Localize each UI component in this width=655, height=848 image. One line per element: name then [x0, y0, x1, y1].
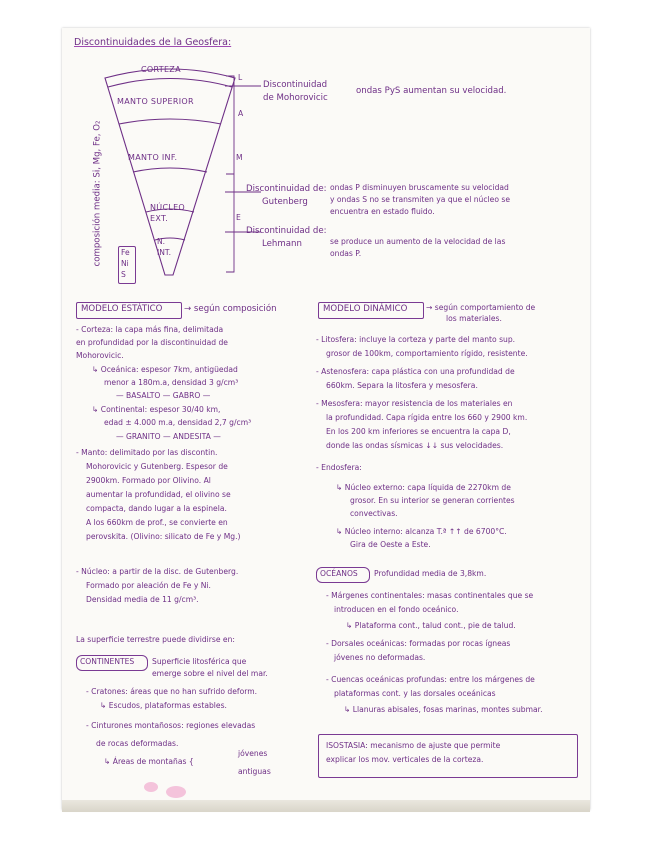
continentes-item: de rocas deformadas.: [96, 739, 179, 748]
oceanos-line: plataformas cont. y las dorsales oceánicas: [334, 689, 496, 698]
dinamico-line: ↳ Núcleo externo: capa líquida de 2270km de: [336, 483, 511, 492]
modelo-dinamico-label: MODELO DINÁMICO: [323, 304, 408, 314]
dinamico-line: grosor de 100km, comportamiento rígido, resistente.: [326, 349, 528, 358]
modelo-estatico-suffix: → según composición: [184, 304, 277, 314]
disc-gutenberg-name-2: Gutenberg: [262, 197, 308, 207]
core-s: S: [121, 270, 126, 279]
superficie-intro: La superficie terrestre puede dividirse en:: [76, 635, 235, 644]
oceanos-line: ↳ Plataforma cont., talud cont., pie de talud.: [346, 621, 516, 630]
continentes-item: ↳ Escudos, plataformas estables.: [100, 701, 227, 710]
layer-manto-superior: MANTO SUPERIOR: [117, 97, 194, 106]
composition-side-label: composición media: Si, Mg, Fe, O₂: [92, 120, 103, 267]
letter-a: A: [238, 109, 244, 118]
letter-e: E: [236, 213, 241, 222]
modelo-estatico-label: MODELO ESTÁTICO: [81, 304, 163, 314]
montanas-antiguas: antiguas: [238, 767, 271, 776]
dinamico-line: - Endosfera:: [316, 463, 362, 472]
estatico-line: menor a 180m.a, densidad 3 g/cm³: [104, 378, 239, 387]
dinamico-line: - Astenosfera: capa plástica con una profundidad de: [316, 367, 515, 376]
estatico-line: A los 660km de prof., se convierte en: [86, 518, 228, 527]
dinamico-line: En los 200 km inferiores se encuentra la capa D,: [326, 427, 511, 436]
dinamico-line: 660km. Separa la litosfera y mesosfera.: [326, 381, 478, 390]
estatico-line: - Manto: delimitado por las discontin.: [76, 448, 218, 457]
isostasia-line-1: ISOSTASIA: mecanismo de ajuste que permite: [326, 741, 501, 750]
estatico-line: en profundidad por la discontinuidad de: [76, 338, 228, 347]
page-title: Discontinuidades de la Geosfera:: [74, 37, 232, 48]
oceanos-line: - Dorsales oceánicas: formadas por rocas ígneas: [326, 639, 511, 648]
ink-stain: [166, 786, 186, 798]
estatico-line: — GRANITO — ANDESITA —: [116, 432, 221, 441]
letter-l: L: [238, 73, 243, 82]
estatico-line: aumentar la profundidad, el olivino se: [86, 490, 231, 499]
estatico-line: ↳ Continental: espesor 30/40 km,: [92, 405, 221, 414]
disc-gutenberg-desc-3: encuentra en estado fluido.: [330, 207, 435, 216]
dinamico-line: - Litosfera: incluye la corteza y parte del manto sup.: [316, 335, 516, 344]
estatico-line: edad ± 4.000 m.a, densidad 2,7 g/cm³: [104, 418, 252, 427]
estatico-line: 2900km. Formado por Olivino. Al: [86, 476, 211, 485]
estatico-line: perovskita. (Olivino: silicato de Fe y Mg.): [86, 532, 241, 541]
letter-m: M: [236, 153, 243, 162]
oceanos-line: jóvenes no deformadas.: [334, 653, 426, 662]
continentes-label: CONTINENTES: [80, 657, 135, 666]
core-fe: Fe: [121, 248, 130, 257]
disc-gutenberg-desc-1: ondas P disminuyen bruscamente su velocidad: [330, 183, 509, 192]
isostasia-line-2: explicar los mov. verticales de la corteza.: [326, 755, 484, 764]
disc-moho-desc: ondas PyS aumentan su velocidad.: [356, 86, 507, 96]
ink-stain: [144, 782, 158, 792]
dinamico-line: donde las ondas sísmicas ↓↓ sus velocidades.: [326, 441, 504, 450]
continentes-item: - Cratones: áreas que no han sufrido deform.: [86, 687, 258, 696]
disc-lehmann-name-2: Lehmann: [262, 239, 302, 249]
estatico-line: ↳ Oceánica: espesor 7km, antigüedad: [92, 365, 238, 374]
disc-lehmann-desc-1: se produce un aumento de la velocidad de las: [330, 237, 506, 246]
oceanos-label: OCÉANOS: [320, 569, 358, 578]
oceanos-line: - Márgenes continentales: masas continentales que se: [326, 591, 534, 600]
layer-nucleo-interno: N. INT.: [157, 237, 172, 257]
estatico-line: Densidad media de 11 g/cm³.: [86, 595, 199, 604]
estatico-line: Mohorovicic y Gutenberg. Espesor de: [86, 462, 228, 471]
continentes-desc-2: emerge sobre el nivel del mar.: [152, 669, 268, 678]
continentes-item: ↳ Áreas de montañas {: [104, 757, 194, 766]
continentes-desc-1: Superficie litosférica que: [152, 657, 247, 666]
dinamico-line: convectivas.: [350, 509, 398, 518]
dinamico-line: grosor. En su interior se generan corrientes: [350, 496, 515, 505]
disc-lehmann-desc-2: ondas P.: [330, 249, 362, 258]
dinamico-line: la profundidad. Capa rígida entre los 660 y 2900 km.: [326, 413, 528, 422]
estatico-line: Formado por aleación de Fe y Ni.: [86, 581, 211, 590]
disc-gutenberg-name-1: Discontinuidad de:: [246, 184, 327, 194]
modelo-dinamico-suffix-2: los materiales.: [446, 314, 502, 323]
dinamico-line: - Mesosfera: mayor resistencia de los materiales en: [316, 399, 513, 408]
layer-nucleo-externo: NÚCLEO EXT.: [150, 203, 186, 223]
estatico-line: — BASALTO — GABRO —: [116, 391, 211, 400]
oceanos-desc: Profundidad media de 3,8km.: [374, 569, 487, 578]
modelo-dinamico-suffix-1: → según comportamiento de: [426, 303, 536, 312]
dinamico-line: ↳ Núcleo interno: alcanza T.ª ↑↑ de 6700°C.: [336, 527, 507, 536]
oceanos-line: - Cuencas oceánicas profundas: entre los márgenes de: [326, 675, 535, 684]
oceanos-line: introducen en el fondo oceánico.: [334, 605, 459, 614]
dinamico-line: Gira de Oeste a Este.: [350, 540, 431, 549]
disc-lehmann-name-1: Discontinuidad de:: [246, 226, 327, 236]
estatico-line: compacta, dando lugar a la espinela.: [86, 504, 227, 513]
disc-moho-name-2: de Mohorovicic: [263, 93, 328, 103]
estatico-line: - Núcleo: a partir de la disc. de Gutenberg.: [76, 567, 239, 576]
disc-gutenberg-desc-2: y ondas S no se transmiten ya que el núcleo se: [330, 195, 511, 204]
continentes-item: - Cinturones montañosos: regiones elevadas: [86, 721, 256, 730]
montanas-jovenes: jóvenes: [238, 749, 268, 758]
oceanos-line: ↳ Llanuras abisales, fosas marinas, montes submar.: [344, 705, 543, 714]
estatico-line: Mohorovicic.: [76, 351, 124, 360]
core-ni: Ni: [121, 259, 129, 268]
estatico-line: - Corteza: la capa más fina, delimitada: [76, 325, 224, 334]
disc-moho-name-1: Discontinuidad: [263, 80, 328, 90]
layer-corteza: CORTEZA: [141, 65, 181, 74]
page-bottom-edge: [62, 800, 590, 812]
layer-manto-inferior: MANTO INF.: [128, 153, 178, 162]
